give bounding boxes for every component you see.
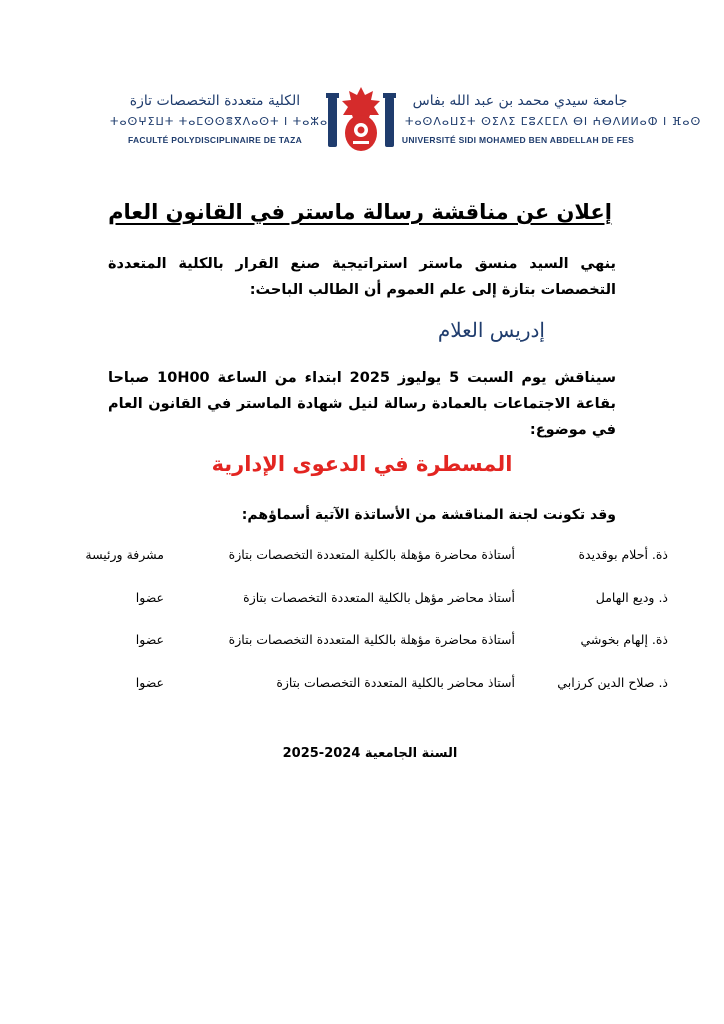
academic-year: السنة الجامعية 2024-2025 bbox=[282, 746, 458, 761]
committee-member-name: ذة. إلهام بخوشي bbox=[580, 632, 668, 647]
committee-intro: وقد تكونت لجنة المناقشة من الأساتذة الآتية أسماؤهم: bbox=[241, 507, 616, 523]
announcement-title: إعلان عن مناقشة رسالة ماستر في القانون العام bbox=[108, 200, 612, 224]
university-logo bbox=[325, 85, 397, 155]
committee-member-position: مشرفة ورئيسة bbox=[85, 547, 164, 562]
committee-member-name: ذ. وديع الهامل bbox=[595, 590, 668, 605]
university-name-ar: جامعة سيدي محمد بن عبد الله بفاس bbox=[412, 93, 628, 109]
intro-paragraph: ينهي السيد منسق ماستر استراتيجية صنع القرار بالكلية المتعددة التخصصات بتازة إلى علم العموم أن الطالب الباحث: bbox=[108, 256, 616, 298]
committee-member-position: عضوا bbox=[135, 632, 164, 647]
committee-member-role: أستاذ محاضر مؤهل بالكلية المتعددة التخصصات بتازة bbox=[243, 590, 515, 605]
committee-member-name: ذة. أحلام بوقديدة bbox=[578, 547, 668, 562]
committee-member-role: أستاذ محاضر بالكلية المتعددة التخصصات بتازة bbox=[276, 675, 515, 690]
committee-member-position: عضوا bbox=[135, 675, 164, 690]
committee-member-name: ذ. صلاح الدين كرزابي bbox=[557, 675, 668, 690]
faculty-name-tifinagh: ⵜⴰⵙⵖⵉⵡⵜ ⵜⴰⵎⵙⵙⴻⴳⴷⴰⵙⵜ ⵏ ⵜⴰⵣⴰ bbox=[110, 115, 329, 128]
committee-member-role: أستاذة محاضرة مؤهلة بالكلية المتعددة التخصصات بتازة bbox=[228, 632, 515, 647]
university-name-tifinagh: ⵜⴰⵙⴷⴰⵡⵉⵜ ⵙⵉⴷⵉ ⵎⵓⵃⵎⵎⴷ ⴱⵏ ⵄⴱⴷⵍⵍⴰⵀ ⵏ ⴼⴰⵙ bbox=[405, 115, 702, 128]
faculty-name-ar: الكلية متعددة التخصصات تازة bbox=[129, 93, 301, 109]
defense-details: سيناقش يوم السبت 5 يوليوز 2025 ابتداء من الساعة 10H00 صباحا بقاعة الاجتماعات بالعمادة رسالة لنيل شهادة الماستر في القانون العام في موضوع: bbox=[108, 370, 616, 438]
faculty-name-fr: FACULTÉ POLYDISCIPLINAIRE DE TAZA bbox=[127, 135, 303, 145]
university-name-fr: UNIVERSITÉ SIDI MOHAMED BEN ABDELLAH DE FES bbox=[401, 135, 635, 145]
committee-member-role: أستاذة محاضرة مؤهلة بالكلية المتعددة التخصصات بتازة bbox=[228, 547, 515, 562]
committee-member-position: عضوا bbox=[135, 590, 164, 605]
thesis-topic: المسطرة في الدعوى الإدارية bbox=[211, 452, 513, 476]
student-name: إدريس العلام bbox=[437, 318, 545, 342]
